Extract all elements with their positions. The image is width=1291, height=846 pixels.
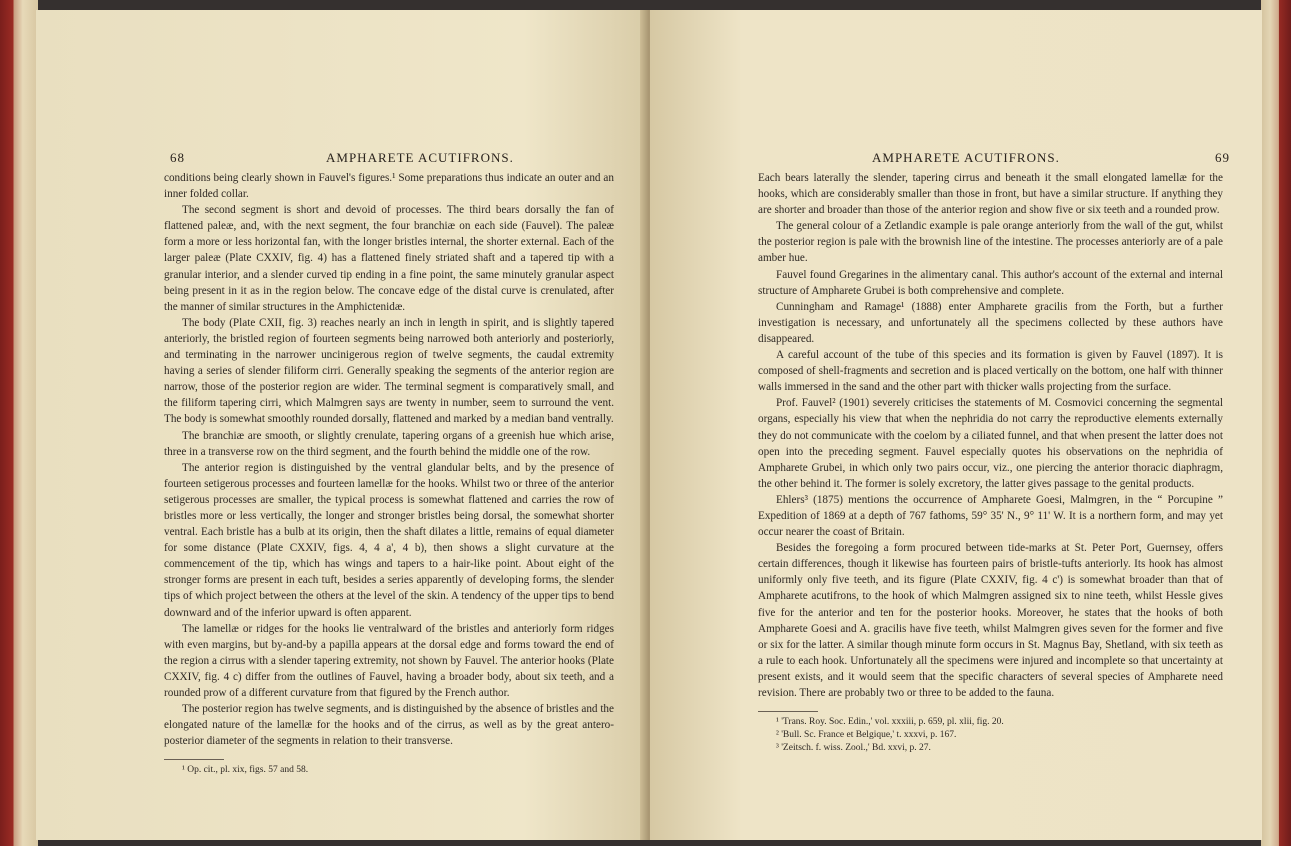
footnote-divider: [164, 759, 224, 760]
footnote: ² 'Bull. Sc. France et Belgique,' t. xxxvi, p. 167.: [776, 730, 957, 741]
paragraph: Cunningham and Ramage¹ (1888) enter Ampharete gracilis from the Forth, but a further investigation is necessary, and unfortunately all the specimens collected by these authors have disappeared.: [758, 300, 1223, 345]
paragraph: A careful account of the tube of this species and its formation is given by Fauvel (1897). It is composed of shell-fragments and secretion and is placed vertically on the bottom, one half with thinner walls immersed in the sand and the other part with thicker walls projecting from the surface.: [758, 349, 1223, 394]
left-page: [36, 10, 646, 840]
paragraph: The lamellæ or ridges for the hooks lie ventralward of the bristles and anteriorly form ridges with even margins, but by-and-by a papilla appears at the dorsal edge and forms toward the end of the region a cirrus with a slender tapering extremity, not shown by Fauvel. The anterior hooks (Plate CXXIV, fig. 4 c) differ from the outlines of Fauvel, having a broader body, about six teeth, and a rounded prow of a different curvature from that figured by the French author.: [164, 622, 614, 699]
paragraph: Prof. Fauvel² (1901) severely criticises the statements of M. Cosmovici concerning the segmental organs, especially his view that when the nephridia do not carry the reproductive elements externally they do not communicate with the coelom by a ciliated funnel, and that when present the latter does not open into the preceding segment. Fauvel especially quotes his observations on the nephridia of Ampharete Grubei, in which only two pairs occur, viz., one piercing the anterior thoracic diaphragm, the other behind it. The former is solely excretory, the latter gives passage to the genital products.: [758, 397, 1223, 490]
footnotes-left: [164, 764, 614, 777]
book-cover-edge-right: [1261, 0, 1291, 846]
book-cover-edge-left: [0, 0, 38, 846]
footnote: ¹ 'Trans. Roy. Soc. Edin.,' vol. xxxiii, p. 659, pl. xlii, fig. 20.: [776, 717, 1004, 728]
paragraph: The anterior region is distinguished by the ventral glandular belts, and by the presence of fourteen setigerous processes and fourteen lamellæ for the hooks. Whilst two or three of the anterior setigerous processes are smaller, the typical process is somewhat flattened and carries the row of bristles more or less vertically, the longer and stronger bristles being dorsal, the somewhat shorter ventral. Each bristle has a bulb at its origin, then the shaft dilates a little, remains of equal diameter for some distance (Plate CXXIV, figs. 4, 4 a', 4 b), then shows a slight curvature at the commencement of the tip, which has wings and tapers to a hair-like point. About eight of the stronger forms are present in each tuft, besides a series apparently of developing forms, the slender tips of which project between the others at the level of the skin. A tendency of the upper tips to bend downward and of the inferior upward is often apparent.: [164, 461, 614, 619]
right-page: [650, 10, 1262, 840]
paragraph: Each bears laterally the slender, tapering cirrus and beneath it the small elongated lamellæ for the hooks, which are considerably smaller than those in front, but have a similar structure. If anything they are shorter and broader than those of the anterior region and show five or six teeth and a rounded prow.: [758, 172, 1223, 217]
running-title-left: AMPHARETE ACUTIFRONS.: [326, 150, 514, 165]
page-number-right: 69: [1215, 150, 1230, 165]
paragraph: The body (Plate CXII, fig. 3) reaches nearly an inch in length in spirit, and is slightly tapered anteriorly, the bristled region of fourteen segments being narrowed both anteriorly and posteriorly, and terminating in the narrower uncinigerous region of twelve segments, the caudal extremity having a series of slender filiform cirri. Generally speaking the segments of the anterior region are narrow, those of the posterior region are wider. The terminal segment is comparatively small, and the filiform tapering cirri, which Malmgren says are twenty in number, seem to surround the vent. The body is somewhat smoothly rounded dorsally, flattened and marked by a median band ventrally.: [164, 316, 614, 426]
paragraph: Besides the foregoing a form procured between tide-marks at St. Peter Port, Guernsey, offers certain differences, though it likewise has fourteen pairs of bristle-tufts anteriorly. Its hook has almost uniformly only five teeth, and its figure (Plate CXXIV, fig. 4 c') is somewhat broader than that of Ampharete acutifrons, to the hook of which Malmgren assigned six to nine teeth, whilst Hessle gives five for the anterior and ten for the posterior hooks. Moreover, he states that the hooks of both Ampharete Goesi and A. gracilis have five teeth, whilst Malmgren gives seven for the former and five or six for the latter. A similar though minute form occurs in St. Magnus Bay, Shetland, with six teeth as a rule to each hook. Unfortunately all the specimens were injured and incomplete so that uncertainty at present exists, and it would seem that the specific characters of several species of Ampharete need revision. There are probably two or three to be added to the fauna.: [758, 542, 1223, 699]
right-page-body: [758, 170, 1223, 755]
footnote: ³ 'Zeitsch. f. wiss. Zool.,' Bd. xxvi, p. 27.: [776, 743, 931, 754]
footnote-divider: [758, 711, 818, 712]
paragraph: The general colour of a Zetlandic example is pale orange anteriorly from the wall of the gut, whilst the posterior region is pale with the brownish line of the intestine. The processes anteriorly are of a pale amber hue.: [758, 220, 1223, 265]
paragraph: The second segment is short and devoid of processes. The third bears dorsally the fan of flattened paleæ, and, with the next segment, the four branchiæ on each side (Fauvel). The paleæ form a more or less horizontal fan, with the longer bristles internal, the shorter external. Each of the larger paleæ (Plate CXXIV, fig. 4) has a flattened finely striated shaft and a tapered tip with a granular interior, and a slender curved tip ending in a fine point, the same minutely granular aspect being present in it as in the region below. The concave edge of the distal curve is crenulated, after the manner of similar structures in the Amphictenidæ.: [164, 204, 614, 313]
footnote: ¹ Op. cit., pl. xix, figs. 57 and 58.: [182, 765, 309, 776]
paragraph: Ehlers³ (1875) mentions the occurrence of Ampharete Goesi, Malmgren, in the “ Porcupine ” Expedition of 1869 at a depth of 767 fathoms, 59° 35' N., 9° 11' W. It is a northern form, and may yet occur nearer the coast of Britain.: [758, 493, 1223, 539]
paragraph: The posterior region has twelve segments, and is distinguished by the absence of bristles and the elongated nature of the lamellæ for the hooks and of the cirrus, as well as by the great antero-posterior diameter of the segments in relation to their transverse.: [164, 703, 614, 748]
running-title-right: AMPHARETE ACUTIFRONS.: [872, 150, 1060, 165]
footnotes-right: [758, 716, 1223, 755]
paragraph: Fauvel found Gregarines in the alimentary canal. This author's account of the external and internal structure of Ampharete Grubei is both comprehensive and complete.: [758, 268, 1223, 297]
paragraph: conditions being clearly shown in Fauvel's figures.¹ Some preparations thus indicate an outer and an inner folded collar.: [164, 172, 614, 201]
page-number-left: 68: [170, 150, 185, 165]
paragraph: The branchiæ are smooth, or slightly crenulate, tapering organs of a greenish hue which arise, three in a transverse row on the third segment, and the fourth behind the middle one of the row.: [164, 429, 614, 458]
left-page-body: [164, 170, 614, 777]
